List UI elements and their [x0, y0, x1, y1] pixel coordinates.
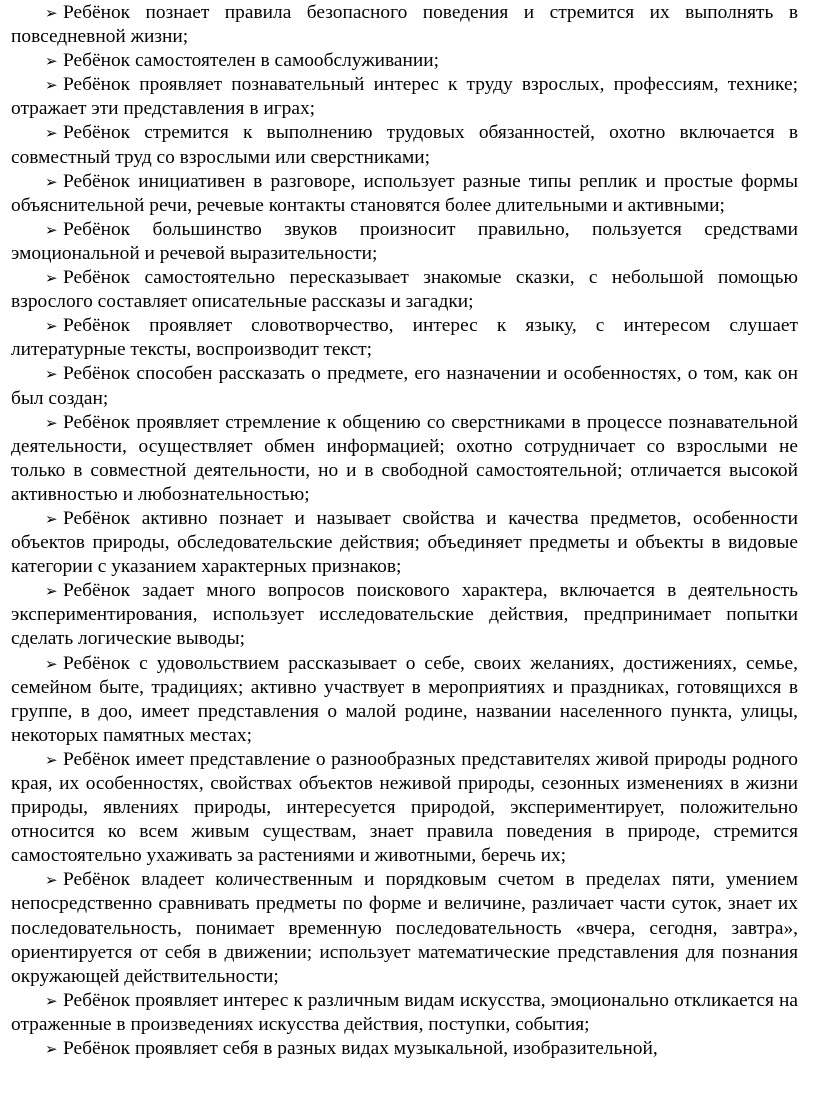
arrow-bullet-icon: ➢ — [45, 124, 58, 143]
list-item — [11, 266, 798, 314]
arrow-bullet-icon: ➢ — [45, 172, 58, 191]
list-item — [11, 121, 798, 169]
list-item-text: Ребёнок владеет количественным и порядковым счетом в пределах пяти, умением непосредственно сравнивать предметы по форме и величине, различает части суток, знает их последовательность, понимает временную последовательность «вчера, сегодня, завтра», ориентируется от себя в движении; использует математические представления для познания окружающей действительности; — [11, 869, 798, 987]
document-page — [11, 1, 798, 1061]
list-item-text: Ребёнок познает правила безопасного поведения и стремится их выполнять в повседневной жизни; — [11, 2, 798, 48]
list-item — [11, 1, 798, 49]
list-item — [11, 73, 798, 121]
arrow-bullet-icon: ➢ — [45, 509, 58, 528]
arrow-bullet-icon: ➢ — [45, 1040, 58, 1059]
arrow-bullet-icon: ➢ — [45, 654, 58, 673]
list-item-text: Ребёнок инициативен в разговоре, использует разные типы реплик и простые формы объяснительной речи, речевые контакты становятся более длительными и активными; — [11, 170, 798, 216]
list-item-text: Ребёнок самостоятелен в самообслуживании; — [63, 50, 440, 72]
list-item-text: Ребёнок большинство звуков произносит правильно, пользуется средствами эмоциональной и речевой выразительности; — [11, 218, 798, 264]
list-item — [11, 362, 798, 410]
list-item — [11, 49, 798, 73]
list-item — [11, 314, 798, 362]
list-item-text: Ребёнок стремится к выполнению трудовых обязанностей, охотно включается в совместный труд со взрослыми или сверстниками; — [11, 122, 798, 168]
list-item-text: Ребёнок имеет представление о разнообразных представителях живой природы родного края, их особенностях, свойствах объектов неживой природы, сезонных изменениях в жизни природы, явлениях природы, интересуется природой, экспериментирует, положительно относится ко всем живым существам, знает правила поведения в природе, стремится самостоятельно ухаживать за растениями и животными, беречь их; — [11, 748, 798, 867]
list-item — [11, 652, 798, 748]
list-item-text: Ребёнок способен рассказать о предмете, его назначении и особенностях, о том, как он был создан; — [11, 363, 798, 409]
list-item-text: Ребёнок проявляет словотворчество, интерес к языку, с интересом слушает литературные тексты, воспроизводит текст; — [11, 315, 798, 361]
arrow-bullet-icon: ➢ — [45, 413, 58, 432]
list-item — [11, 868, 798, 988]
arrow-bullet-icon: ➢ — [45, 871, 58, 890]
list-item-text: Ребёнок с удовольствием рассказывает о себе, своих желаниях, достижениях, семье, семейном быте, традициях; активно участвует в мероприятиях и праздниках, готовящихся в группе, в доо, имеет представления о малой родине, названии населенного пункта, улицы, некоторых памятных местах; — [11, 652, 798, 746]
list-item — [11, 989, 798, 1037]
arrow-bullet-icon: ➢ — [45, 269, 58, 288]
arrow-bullet-icon: ➢ — [45, 750, 58, 769]
arrow-bullet-icon: ➢ — [45, 365, 58, 384]
arrow-bullet-icon: ➢ — [45, 4, 58, 22]
arrow-bullet-icon: ➢ — [45, 52, 58, 71]
arrow-bullet-icon: ➢ — [45, 220, 58, 239]
arrow-bullet-icon: ➢ — [45, 76, 58, 95]
arrow-bullet-icon: ➢ — [45, 991, 58, 1010]
list-item-text: Ребёнок проявляет стремление к общению со сверстниками в процессе познавательной деятельности, осуществляет обмен информацией; охотно сотрудничает со взрослыми не только в совместной деятельности, но и в свободной самостоятельной; отличается высокой активностью и любознательностью; — [11, 411, 798, 505]
list-item — [11, 507, 798, 579]
list-item-text: Ребёнок самостоятельно пересказывает знакомые сказки, с небольшой помощью взрослого составляет описательные рассказы и загадки; — [11, 267, 798, 313]
list-item-text: Ребёнок задает много вопросов поискового характера, включается в деятельность экспериментирования, использует исследовательские действия, предпринимает попытки сделать логические выводы; — [11, 580, 798, 650]
list-item — [11, 748, 798, 868]
list-item — [11, 218, 798, 266]
list-item — [11, 411, 798, 507]
list-item-text: Ребёнок проявляет интерес к различным видам искусства, эмоционально откликается на отраженные в произведениях искусства действия, поступки, события; — [11, 989, 798, 1035]
list-item-text: Ребёнок проявляет себя в разных видах музыкальной, изобразительной, — [63, 1038, 658, 1060]
list-item — [11, 1037, 798, 1061]
arrow-bullet-icon: ➢ — [45, 317, 58, 336]
list-item-text: Ребёнок активно познает и называет свойства и качества предметов, особенности объектов природы, обследовательские действия; объединяет предметы и объекты в видовые категории с указанием характерных признаков; — [11, 507, 798, 578]
list-item — [11, 579, 798, 651]
arrow-bullet-icon: ➢ — [45, 582, 58, 601]
list-item-text: Ребёнок проявляет познавательный интерес к труду взрослых, профессиям, технике; отражает эти представления в играх; — [11, 74, 798, 120]
list-item — [11, 170, 798, 218]
